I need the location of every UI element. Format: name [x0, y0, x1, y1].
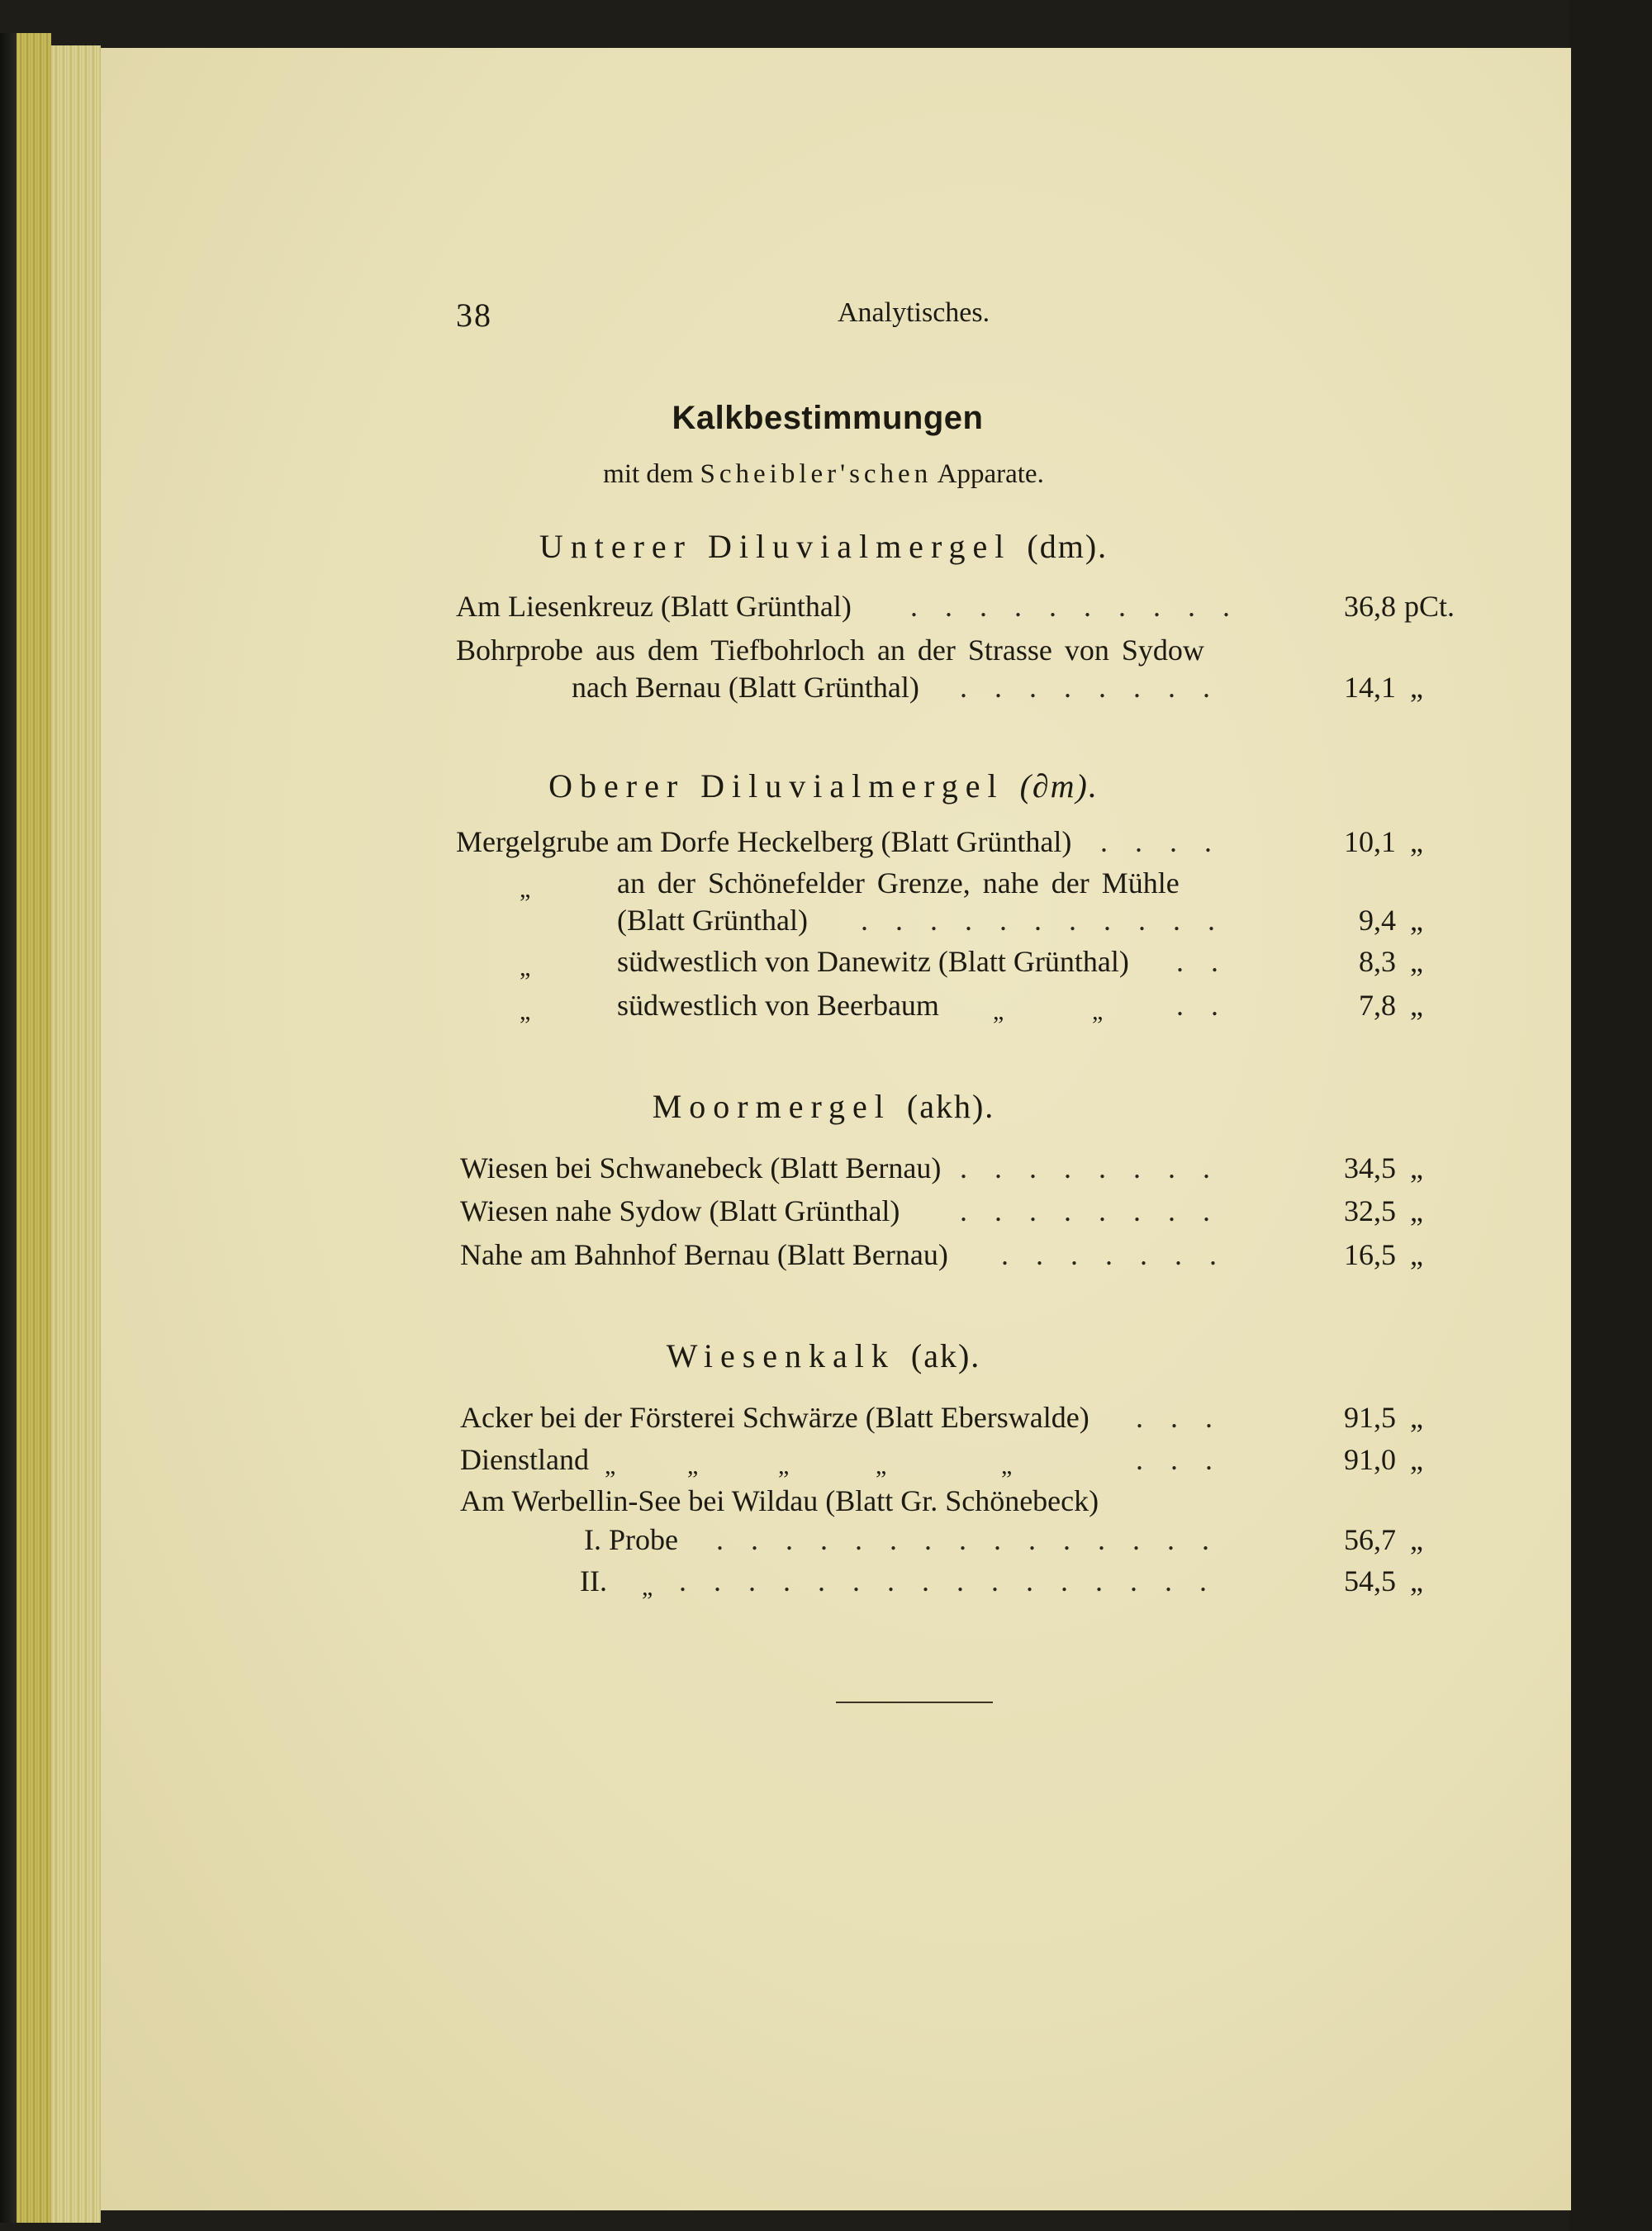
ditto-mark: „: [520, 876, 531, 903]
leader-dots: . . . .: [1100, 825, 1222, 858]
entry-value: 91,0: [1344, 1443, 1396, 1476]
entry-value: 8,3: [1359, 945, 1396, 978]
entry-unit: „: [1410, 1523, 1423, 1556]
entry-text: südwestlich von Beerbaum: [617, 989, 939, 1022]
entry-value: 10,1: [1344, 825, 1396, 858]
entry-text: Am Werbellin-See bei Wildau (Blatt Gr. Schönebeck): [460, 1484, 1099, 1517]
entry-text: nach Bernau (Blatt Grünthal): [572, 671, 919, 704]
entry-value: 32,5: [1344, 1194, 1396, 1227]
subtitle-suffix: Apparate.: [937, 459, 1044, 489]
ditto-mark: „: [1001, 1452, 1013, 1479]
book-cover-edge: [0, 33, 17, 2223]
leader-dots: . . . . . . . .: [960, 671, 1220, 704]
entry-text: I. Probe: [584, 1523, 678, 1556]
section-symbol: (∂m).: [1019, 767, 1099, 805]
entry-value: 34,5: [1344, 1151, 1396, 1184]
book-page-edges-inner: [51, 45, 101, 2223]
leader-dots: . . . . . . . .: [960, 1194, 1220, 1227]
section-heading-text: Wiesenkalk: [666, 1337, 895, 1374]
entry-unit: „: [1410, 1443, 1423, 1476]
entry-value: 91,5: [1344, 1401, 1396, 1434]
entry-text: Am Liesenkreuz (Blatt Grünthal): [456, 590, 852, 623]
section-heading: [101, 1336, 1546, 1375]
entry-text: II.: [580, 1564, 607, 1597]
section-heading: [101, 1087, 1546, 1126]
entry-text: Bohrprobe aus dem Tiefbohrloch an der Strasse von Sydow: [456, 634, 1204, 667]
subtitle-prefix: mit dem: [603, 459, 694, 489]
entry-text: (Blatt Grünthal): [617, 904, 808, 937]
leader-dots: . . .: [1136, 1401, 1222, 1434]
entry-value: 7,8: [1359, 989, 1396, 1022]
leader-dots: . . .: [1136, 1443, 1222, 1476]
leader-dots: . .: [1176, 989, 1228, 1022]
ditto-mark: „: [520, 954, 531, 981]
leader-dots: . . . . . . . . . .: [910, 590, 1240, 623]
leader-dots: . . . . . . .: [1001, 1238, 1227, 1271]
entry-unit: „: [1410, 1564, 1423, 1597]
page-number: 38: [456, 297, 492, 334]
leader-dots: . . . . . . . . . . . . . . . .: [679, 1564, 1217, 1597]
entry-unit: „: [1410, 989, 1423, 1022]
book-page-edges: [17, 33, 51, 2223]
leader-dots: . . . . . . . . . . . . . . .: [716, 1523, 1219, 1556]
entry-value: 9,4: [1359, 904, 1396, 937]
entry-text: südwestlich von Danewitz (Blatt Grünthal): [617, 945, 1129, 978]
leader-dots: . .: [1176, 945, 1228, 978]
entry-value: 56,7: [1344, 1523, 1396, 1556]
section-heading-text: Moormergel: [652, 1088, 891, 1125]
entry-text: Wiesen nahe Sydow (Blatt Grünthal): [460, 1194, 900, 1227]
ditto-mark: „: [778, 1452, 790, 1479]
background-right: [1569, 0, 1652, 2231]
ditto-mark: „: [993, 998, 1004, 1025]
ditto-mark: „: [687, 1452, 699, 1479]
entry-value: 54,5: [1344, 1564, 1396, 1597]
ditto-mark: „: [605, 1452, 616, 1479]
subtitle: [101, 459, 1546, 490]
leader-dots: . . . . . . . .: [960, 1151, 1220, 1184]
entry-unit: „: [1410, 1151, 1423, 1184]
entry-value: 14,1: [1344, 671, 1396, 704]
section-heading-text: Oberer Diluvialmergel: [548, 767, 1004, 805]
entry-text: Acker bei der Försterei Schwärze (Blatt Eberswalde): [460, 1401, 1089, 1434]
subtitle-name: Scheibler'schen: [700, 459, 933, 489]
section-symbol: (ak).: [910, 1337, 981, 1374]
section-symbol: (dm).: [1027, 528, 1108, 565]
entry-unit: pCt.: [1404, 590, 1455, 623]
page-title: Kalkbestimmungen: [672, 400, 984, 436]
entry-unit: „: [1410, 1238, 1423, 1271]
leader-dots: . . . . . . . . . . .: [861, 904, 1225, 937]
entry-value: 16,5: [1344, 1238, 1396, 1271]
section-heading-text: Unterer Diluvialmergel: [539, 528, 1012, 565]
entry-unit: „: [1410, 904, 1423, 937]
entry-text: Dienstland: [460, 1443, 589, 1476]
section-heading: [101, 527, 1546, 566]
section-symbol: (akh).: [906, 1088, 995, 1125]
ditto-mark: „: [520, 998, 531, 1025]
entry-unit: „: [1410, 825, 1423, 858]
closing-rule: [836, 1702, 993, 1703]
entry-text: Nahe am Bahnhof Bernau (Blatt Bernau): [460, 1238, 948, 1271]
entry-unit: „: [1410, 671, 1423, 704]
entry-unit: „: [1410, 1401, 1423, 1434]
section-heading: [101, 767, 1546, 805]
running-title: Analytisches.: [838, 297, 990, 328]
book-page: [101, 48, 1571, 2210]
ditto-mark: „: [1092, 998, 1104, 1025]
entry-text: an der Schönefelder Grenze, nahe der Mühle: [617, 866, 1180, 900]
entry-unit: „: [1410, 945, 1423, 978]
ditto-mark: „: [642, 1574, 653, 1601]
entry-unit: „: [1410, 1194, 1423, 1227]
entry-text: Mergelgrube am Dorfe Heckelberg (Blatt Grünthal): [456, 825, 1072, 858]
entry-text: Wiesen bei Schwanebeck (Blatt Bernau): [460, 1151, 942, 1184]
entry-value: 36,8: [1344, 590, 1396, 623]
ditto-mark: „: [876, 1452, 887, 1479]
